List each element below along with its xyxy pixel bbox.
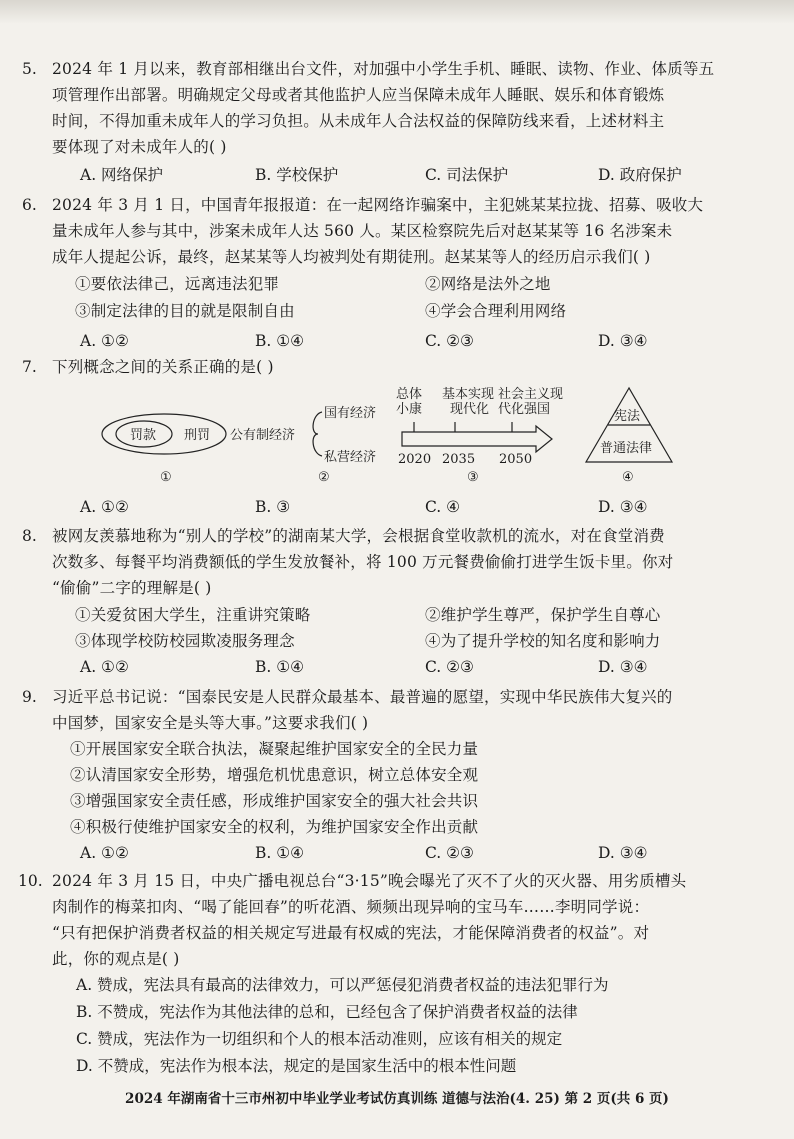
q5-line-2: 项管理作出部署。明确规定父母或者其他监护人应当保障未成年人睡眠、娱乐和体育锻炼 <box>52 86 665 104</box>
q10-line-2: 肉制作的梅菜扣肉、“喝了能回春”的听花酒、频频出现异响的宝马车……李明同学说： <box>52 898 650 916</box>
q7-line-1: 下列概念之间的关系正确的是( ) <box>52 358 274 376</box>
q8-line-3: “偷偷”二字的理解是( ) <box>52 579 212 597</box>
q7-option-c: C. ④ <box>425 498 461 516</box>
d2-number: ② <box>318 470 330 485</box>
q5-line-4: 要体现了对未成年人的( ) <box>52 138 227 156</box>
q8-item-4: ④为了提升学校的知名度和影响力 <box>425 632 661 650</box>
q5-option-b: B. 学校保护 <box>255 166 339 184</box>
q8-option-c: C. ②③ <box>425 658 474 676</box>
d3-goal-2b: 现代化 <box>450 402 490 417</box>
q10-line-4: 此，你的观点是( ) <box>52 950 180 968</box>
q8-number: 8. <box>22 527 37 545</box>
q9-option-a: A. ①② <box>80 844 129 862</box>
q8-line-2: 次数多、每餐平均消费额低的学生发放餐补，将 100 万元餐费偷偷打进学生饭卡里。你对 <box>52 553 674 571</box>
q9-option-b: B. ①④ <box>255 844 305 862</box>
d2-top-label: 国有经济 <box>324 406 377 421</box>
d3-goal-3b: 代化强国 <box>498 402 551 417</box>
q6-option-a: A. ①② <box>80 332 129 350</box>
q9-option-c: C. ②③ <box>425 844 474 862</box>
d4-bottom-label: 普通法律 <box>600 441 653 456</box>
q9-item-2: ②认清国家安全形势，增强危机忧患意识，树立总体安全观 <box>70 766 479 784</box>
q6-item-3: ③制定法律的目的就是限制自由 <box>75 302 295 320</box>
diagram-1-nested-ellipses <box>102 414 226 485</box>
q6-option-d: D. ③④ <box>598 332 648 350</box>
q10-option-b: B. 不赞成，宪法作为其他法律的总和，已经包含了保护消费者权益的法律 <box>76 1003 578 1021</box>
q8-option-b: B. ①④ <box>255 658 305 676</box>
d1-outer-label: 刑罚 <box>184 428 211 443</box>
q10-option-a: A. 赞成，宪法具有最高的法律效力，可以严惩侵犯消费者权益的违法犯罪行为 <box>76 976 609 994</box>
q10-number: 10. <box>18 872 43 890</box>
d3-goal-1b: 小康 <box>396 402 423 417</box>
q8-item-1: ①关爱贫困大学生，注重讲究策略 <box>75 606 311 624</box>
q5-option-c: C. 司法保护 <box>425 166 509 184</box>
d2-bottom-label: 私营经济 <box>324 450 377 465</box>
q10-option-c: C. 赞成，宪法作为一切组织和个人的根本活动准则，应该有相关的规定 <box>76 1030 563 1048</box>
q9-line-2: 中国梦，国家安全是头等大事。”这要求我们( ) <box>52 714 369 732</box>
q8-item-2: ②维护学生尊严，保护学生自尊心 <box>425 606 661 624</box>
q10-line-3: “只有把保护消费者权益的相关规定写进最有权威的宪法，才能保障消费者的权益”。对 <box>52 924 650 942</box>
d3-year-3: 2050 <box>499 452 533 467</box>
q7-option-d: D. ③④ <box>598 498 648 516</box>
d3-year-1: 2020 <box>398 452 432 467</box>
q7-option-b: B. ③ <box>255 498 291 516</box>
q6-option-c: C. ②③ <box>425 332 474 350</box>
q6-item-1: ①要依法律己，远离违法犯罪 <box>75 275 280 293</box>
q9-line-1: 习近平总书记说：“国泰民安是人民群众最基本、最普遍的愿望，实现中华民族伟大复兴的 <box>52 688 673 706</box>
q10-line-1: 2024 年 3 月 15 日，中央广播电视总台“3·15”晚会曝光了灭不了火的灭火器、用劣质槽头 <box>52 872 687 890</box>
q6-item-2: ②网络是法外之地 <box>425 275 551 293</box>
q6-option-b: B. ①④ <box>255 332 305 350</box>
q10-option-d: D. 不赞成，宪法作为根本法，规定的是国家生活中的根本性问题 <box>76 1057 517 1075</box>
d4-number: ④ <box>622 470 634 485</box>
q5-line-1: 2024 年 1 月以来，教育部相继出台文件，对加强中小学生手机、睡眠、读物、作业、体质等五 <box>52 60 715 78</box>
q5-option-a: A. 网络保护 <box>80 166 164 184</box>
q5-line-3: 时间，不得加重未成年人的学习负担。从未成年人合法权益的保障防线来看，上述材料主 <box>52 112 665 130</box>
q6-line-2: 量未成年人参与其中，涉案未成年人达 560 人。某区检察院先后对赵某某等 16 名涉案未 <box>52 222 673 240</box>
scan-smudge <box>0 0 794 24</box>
d3-year-2: 2035 <box>442 452 476 467</box>
q9-item-1: ①开展国家安全联合执法，凝聚起维护国家安全的全民力量 <box>70 740 479 758</box>
diagram-3-timeline <box>396 386 563 485</box>
page-footer: 2024 年湖南省十三市州初中毕业学业考试仿真训练 道德与法治(4. 25) 第 2 页(共 6 页) <box>125 1091 669 1107</box>
q8-line-1: 被网友羡慕地称为“别人的学校”的湖南某大学，会根据食堂收款机的流水，对在食堂消费 <box>52 527 665 545</box>
d1-inner-label: 罚款 <box>130 428 157 443</box>
q8-item-3: ③体现学校防校园欺凌服务理念 <box>75 632 295 650</box>
d3-goal-1a: 总体 <box>396 387 423 402</box>
q5-option-d: D. 政府保护 <box>598 166 682 184</box>
q6-number: 6. <box>22 196 37 214</box>
q7-concept-diagrams <box>100 382 700 494</box>
q9-item-4: ④积极行使维护国家安全的权利，为维护国家安全作出贡献 <box>70 818 479 836</box>
q7-number: 7. <box>22 358 37 376</box>
d2-root-label: 公有制经济 <box>230 428 296 443</box>
d3-goal-2a: 基本实现 <box>442 387 495 402</box>
diagram-4-triangle <box>586 388 672 485</box>
diagram-2-brace-tree <box>230 405 376 485</box>
q8-option-a: A. ①② <box>80 658 129 676</box>
q7-option-a: A. ①② <box>80 498 129 516</box>
q6-line-1: 2024 年 3 月 1 日，中国青年报报道：在一起网络诈骗案中，主犯姚某某拉拢、招募、吸收大 <box>52 196 704 214</box>
q8-option-d: D. ③④ <box>598 658 648 676</box>
d4-top-label: 宪法 <box>614 409 641 424</box>
q9-number: 9. <box>22 688 37 706</box>
q6-line-3: 成年人提起公诉，最终，赵某某等人均被判处有期徒刑。赵某某等人的经历启示我们( ) <box>52 248 651 266</box>
q5-number: 5. <box>22 60 37 78</box>
d3-number: ③ <box>467 470 479 485</box>
d3-goal-3a: 社会主义现 <box>498 387 564 402</box>
q9-item-3: ③增强国家安全责任感，形成维护国家安全的强大社会共识 <box>70 792 479 810</box>
d1-number: ① <box>160 470 172 485</box>
q9-option-d: D. ③④ <box>598 844 648 862</box>
q6-item-4: ④学会合理利用网络 <box>425 302 567 320</box>
